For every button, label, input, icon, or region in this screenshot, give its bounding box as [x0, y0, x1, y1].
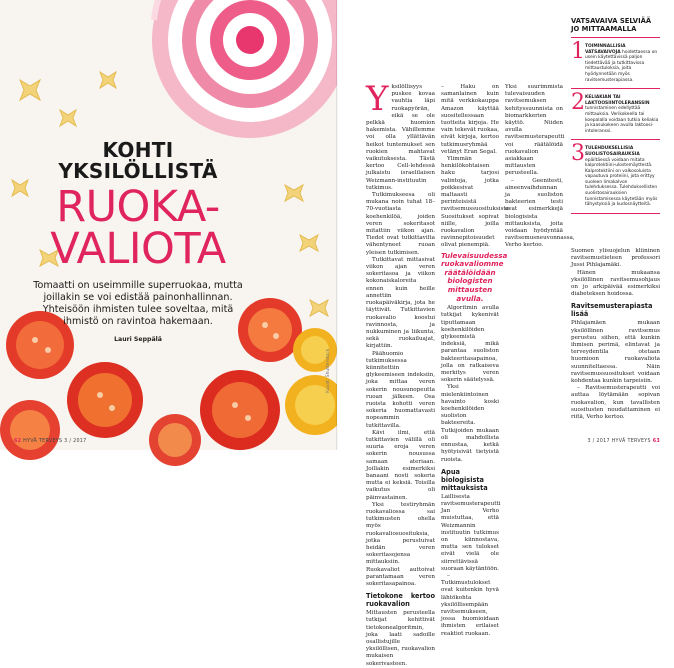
tip-lead: KELIAKIAN TAI LAKTOOSIINTOLERANSSIN	[585, 95, 650, 106]
tip-number: 1	[571, 39, 585, 64]
folio-left-text: HYVÄ TERVEYS 3 / 2017	[23, 439, 87, 444]
paragraph-19: – Ravitsemusterapeutti voi auttaa löytämään sopivan ruokavalion, kun tavallisten suositusten noudattaminen ei riitä, Verho kertoo.	[571, 385, 660, 421]
folio-left	[14, 439, 87, 444]
subheading-apua: Apua biologisista mittauksista	[441, 467, 488, 492]
sidebar-title: VATSAVAIVA SELVIÄÄ JO MITTAAMALLA	[571, 17, 660, 38]
dropcap: Y	[366, 79, 389, 119]
paragraph-16: Suomen ylisuojelun kliininen ravitsemustieteen professori Jussi Pihlajamäki.	[571, 248, 660, 269]
paragraph-13: – Tutkimustulokset ovat kuitenkin hyvä lähtökohta yksilöllisempään ravitsemukseen, jossa huomioidaan ihmisten erilaiset reaktiot ruokaan.	[441, 572, 499, 637]
tip-lead: TOIMINNALLISIA VATSAVAIVOJA	[585, 44, 626, 55]
paragraph-2: Tutkimukseesa oli mukana noin tuhat 18–70-vuotiasta koehenkilöä, joiden veren sokeritasot mitattiin viikon ajan. Tiedot ovat tutkittavilta vähentyneet ruoan yleisen tutkimisen.	[366, 192, 435, 256]
tip-number: 3	[571, 141, 585, 167]
sidebar-tip-3	[571, 141, 660, 214]
folio-right-number: 63	[652, 439, 660, 444]
pull-quote: Tulevaisuudessa ruokavaliomme räätälöidään biologisten mittausten avulla.	[441, 250, 508, 303]
folio-right-text: 3 / 2017 HYVÄ TERVEYS	[587, 439, 651, 444]
body-column-3	[505, 84, 575, 429]
paragraph-1: ksilöllisyys puskee kovaa vauhtia läpi ruokapyörän, eikä se ole pelkkä huomion hakemista. Vähillemme voi olla yllättävän heikot tuntemukset sen ruokien mahtavat vaikutuksesta. Tästä kertoo Cell-lehdessä julkaistu israelilaisen Weizmann-instituutin tutkimus.	[366, 84, 435, 191]
paragraph-11: Yksi mielenkiintoinen havainto koski koehenkilöiden suoliston bakteereita. Tutkijoiden mukaan oli mahdollista ennustaa, ketkä hyötyisivät tietyistä ruoista.	[441, 384, 499, 463]
paragraph-9: Ylimmän henkilökohtaisen haku tarjosi valintoja, jotka poikkesivat maltaasti perinteisistä ravitsemussuosituksista. Suositukset sopivat niille, joilla ruokavalion ravinnepitoisuudet olivat pienempiä.	[441, 156, 511, 249]
sidebar-tip-2	[571, 90, 660, 140]
paragraph-6: Yksi testiryhmän ruokavaliossa sai tutkimusten ohella myös ruokavaliosuosituksia, jotka perustuivat heidän veren sokeritasojensa mittauksiin. Ruokavaliot auttoivat parantamaan veren sokeritasapainoa.	[366, 501, 435, 588]
left-page	[0, 0, 337, 450]
body-column-2	[441, 84, 511, 637]
body-column-4	[571, 248, 660, 428]
folio-left-number: 62	[14, 439, 22, 444]
page-gutter	[336, 0, 338, 450]
tip-text: epäiltäessä voidaan mitata kalprotektiini-ulostemäyttestä. Kalprotektiini on valkosoluista vapautuva proteiini, jota erittyy suoleen limakalvon tulehduksessa. Tulehduksellisten suolistosairauksien tunnistamisessa käytetään myös tähystyksiä ja kudosnäytteitä.	[585, 157, 658, 208]
subheading-ravitsemusterapia: Ravitsemusterapiasta lisää	[571, 302, 653, 319]
folio-right	[588, 439, 661, 444]
article-lede: Tomaatti on useimmille superruokaa, mutta joillakin se voi edistää painonhallinnan. Yhteisöön ihmisten tulee soveltaa, mitä ihmistö on ravintoa hakemaan.	[33, 280, 243, 327]
subheading-tietokone: Tietokone kertoo ruokavalion	[366, 592, 435, 609]
article-kicker: KOHTI YKSILÖLLISTÄ	[58, 138, 218, 183]
paragraph-3: Tutkittavat mittasivat viikon ajan veren sokeritasoa ja viikon kokonaiskaloreita ennen kuin heille annettiin ruokapäiväkirja, jota he täyttivät. Tutkittavien ruokavalio koostui ravinnosta, ja nukkuminen ja liikunta, sekä ruokailuajat, kirjattiin.	[366, 256, 435, 350]
headline-block	[28, 140, 248, 343]
body-column-1	[366, 79, 435, 667]
sidebar-tip-1	[571, 39, 660, 89]
tip-lead: TULEHDUKSELLISIA SUOLISTOSAIRAUKSIA	[585, 146, 640, 157]
sidebar-box	[571, 17, 660, 214]
photo-credit: Kuvat: Shutterstock	[326, 348, 331, 393]
paragraph-18: Pihlajamäen mukaan yksilöllinen ravitsemus perustuu siihen, että kunkin ihmisen perimä, elintavat ja terveydentila otetaan huomioon ruokavaliota suunniteltaessa. Näin ravitsemussuositukset voidaan kohdentaa kunkin tarpeisiin.	[571, 320, 660, 385]
article-title-line-1: RUOKA-	[56, 182, 220, 232]
paragraph-15: – Geenitesti, aineenvaihdunnan ja suoliston bakteerien testi ovat esimerkkejä biologisista mittauksista, joita voidaan hyödyntää ravitsemusneuvonnassa, Verho kertoo.	[505, 177, 575, 249]
tip-text: tunnistaminen edellyttää mittauksia. Verikokeella tai koepalalla voidaan tutkia keliakia ja kaasukokeen avulla laktoosi-intoleranssi.	[585, 106, 659, 134]
tip-text: hoidettaessa on usein käytettävissä paljon tiedettävää ja tutkittavissa mittaustuloksia, joita hyödynnetään myös ravitsemusterapiassa.	[585, 49, 658, 83]
paragraph-17: Hänen mukaansa yksilöllinen ravitsemusohjaus on jo arkipäivää esimerkiksi diabeteksen hoidossa.	[571, 269, 660, 298]
paragraph-4: Päähuomio tutkimuksessa kiinnitettiin glykeemiseen indeksiin, joka mittaa veren sokerin nousunopeutta ruoan jälkeen. Osa ruoista kohotti veren sokeria huomattavasti nopeammin tutkittavilla.	[366, 350, 435, 429]
paragraph-7: Mittausten perusteella tutkijat kehittivät tietokonealgoritmin, joka laati sadoille osallistujille yksilöllisen, ruokavalion mukaisen sokerivasteen.	[366, 610, 435, 667]
paragraph-14: Yksi suurimmista tulevaisuuden ravitsemuksen kehityssuunnista on biomarkkerien käyttö. Niiden avulla ravitsemusterapeutti voi räätälöidä ruokavalion asiakkaan mittausten perusteella.	[505, 84, 565, 177]
article-byline: Lauri Seppälä	[114, 336, 162, 343]
paragraph-8: – Haku on samanlainen kuin mitä verkkokauppa Amazon käyttää suositellessaan tuotteita kirjoja. He vain tekevät ruokaa, eivät kirjoja, kertoo tutkimusryhmää vetänyt Eran Segal.	[441, 84, 499, 155]
paragraph-12: Laillisesta ravitsemusterapeutti Jan Verho muistuttaa, että Weizmannin instituutin tutkimus on kiinnostava, mutta sen tulokset eivät vielä ole siirrettävissä suoraan käytäntöön.	[441, 493, 501, 572]
article-title-line-2: VALIOTA	[50, 224, 226, 274]
article-title	[28, 182, 248, 274]
paragraph-10: Algoritmin avulla tutkijat kykenivät tiputtamaan koehenkilöiden glykeemistä indeksiä, mikä parantaa suoliston bakteeritasapainoa, jolla on ratkaiseva merkitys veren sokerin säätelyssä.	[441, 305, 499, 384]
paragraph-5: Kävi ilmi, että tutkittavien välillä oli suuria eroja veren sokerin nousussa samaan ateriaan. Joillakin esimerkiksi banaani nosti sokeria mutta ei keksiä. Toisilla vaikutus oli päinvastainen.	[366, 429, 435, 501]
tip-number: 2	[571, 90, 585, 116]
